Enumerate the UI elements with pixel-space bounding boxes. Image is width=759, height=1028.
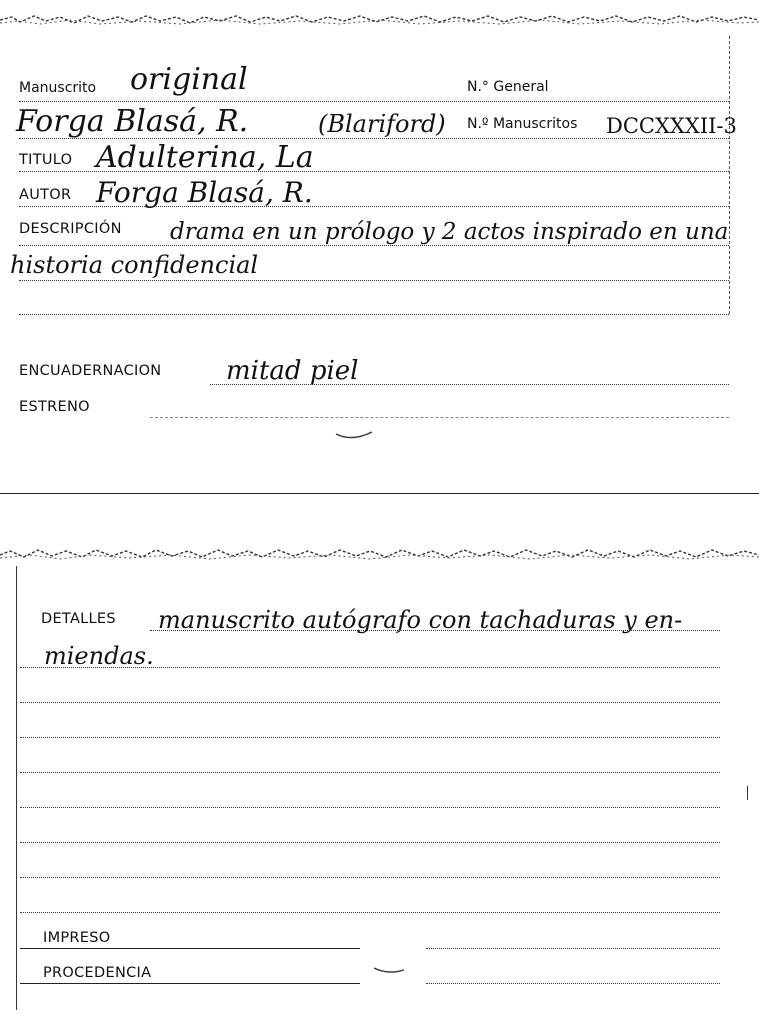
titulo-value: Adulterina, La [96,140,314,175]
procedencia-rule-left [20,983,360,984]
procedencia-rule-right [426,983,720,984]
descripcion-label: DESCRIPCIÓN [19,221,122,237]
autor-rule [19,206,729,207]
descripcion-rule-2 [19,280,729,281]
procedencia-label: PROCEDENCIA [43,965,152,981]
manuscrito-rule [19,101,729,102]
detalles-rule-7 [20,842,720,843]
autor-label: AUTOR [19,187,72,203]
torn-edge-bottom-card [0,546,759,562]
descripcion-rule-1 [19,245,729,246]
encuadernacion-value: mitad piel [226,356,359,386]
impreso-rule-right [426,948,720,949]
pencil-stroke-mark [334,428,374,442]
torn-edge-top [0,12,759,28]
detalles-value-line2: miendas. [44,642,154,670]
manuscrito-value: original [130,62,248,97]
n-manuscritos-label: N.º Manuscritos [467,116,578,132]
titulo-rule [19,171,729,172]
manuscrito-label: Manuscrito [19,80,97,96]
detalles-rule-6 [20,807,720,808]
detalles-rule-5 [20,772,720,773]
encuadernacion-label: ENCUADERNACION [19,363,162,379]
catalog-card-top [0,0,759,494]
detalles-rule-3 [20,702,720,703]
n-manuscritos-value: DCCXXXII-3 [606,114,737,138]
detalles-rule-9 [20,912,720,913]
estreno-label: ESTRENO [19,399,90,415]
detalles-rule-2 [20,667,720,668]
impreso-label: IMPRESO [43,930,111,946]
encuadernacion-rule [210,384,729,385]
n-general-label: N.° General [467,79,549,95]
author-alias-value: (Blariford) [318,110,446,138]
detalles-label: DETALLES [41,611,116,627]
descripcion-rule-3 [19,314,729,315]
titulo-label: TITULO [19,152,73,168]
pencil-stroke-mark-bottom [372,964,406,976]
card-right-tick [747,786,748,800]
card-right-edge [729,36,730,314]
impreso-rule-left [20,948,360,949]
detalles-value-line1: manuscrito autógrafo con tachaduras y en- [158,606,683,634]
catalog-card-bottom [0,546,759,1028]
descripcion-value-line1: drama en un prólogo y 2 actos inspirado en una [170,219,729,245]
author-line-value: Forga Blasá, R. [16,104,249,139]
autor-value: Forga Blasá, R. [96,176,313,209]
card-left-edge [16,566,17,1010]
estreno-rule [150,417,729,418]
detalles-rule-4 [20,737,720,738]
descripcion-value-line2: historia confidencial [10,251,259,279]
detalles-rule-8 [20,877,720,878]
detalles-rule-1 [150,630,720,631]
card-divider [0,493,759,494]
author-line-rule [19,138,729,139]
